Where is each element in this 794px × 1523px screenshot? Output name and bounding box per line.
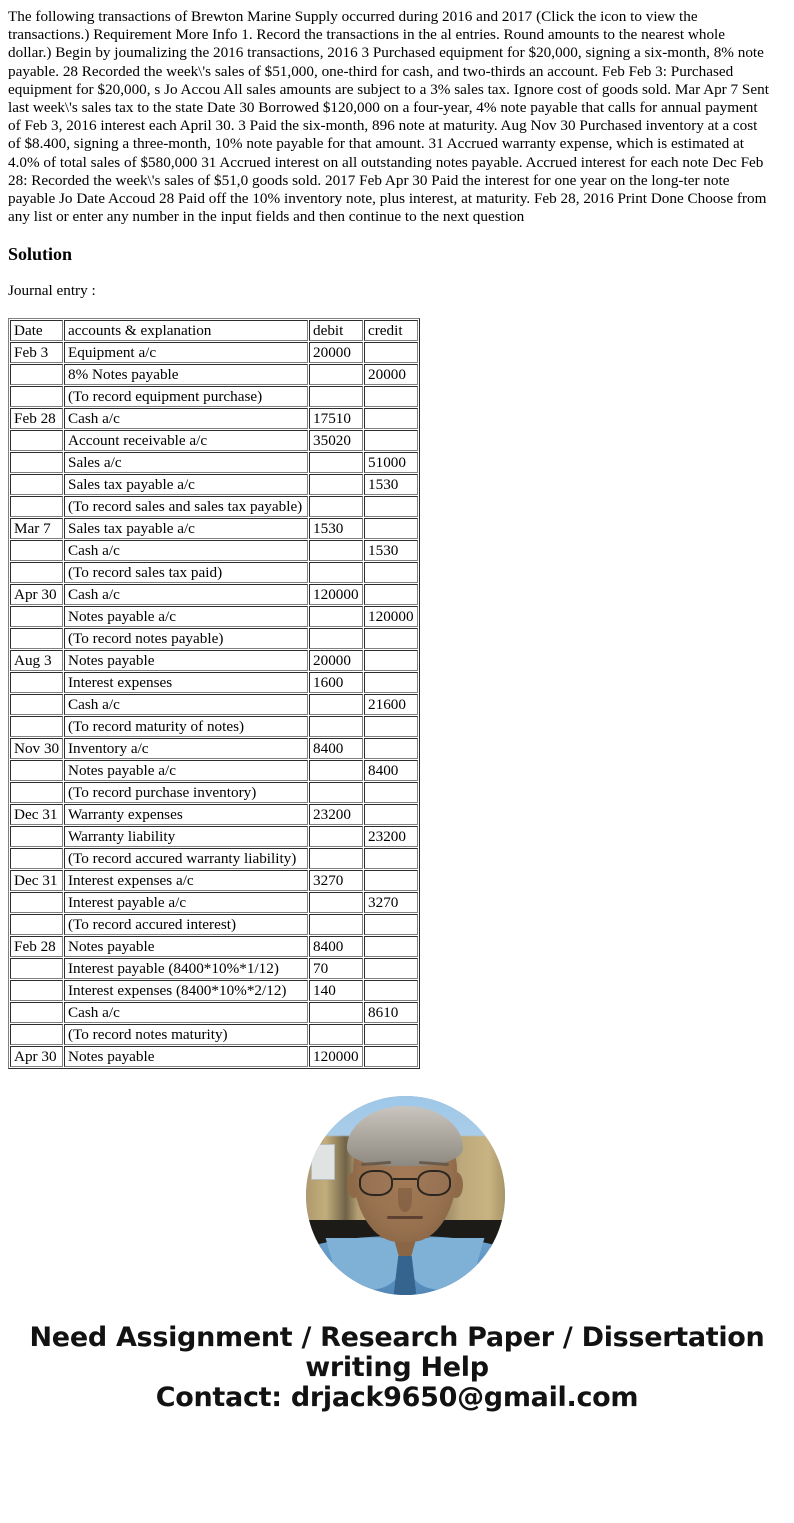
journal-entry-table: [8, 318, 420, 1069]
cell-credit: [364, 650, 418, 671]
table-row: [10, 760, 418, 781]
table-row: [10, 386, 418, 407]
table-row: [10, 540, 418, 561]
column-header-credit: credit: [364, 320, 418, 341]
cell-date: [10, 958, 63, 979]
column-header-account: accounts & explanation: [64, 320, 308, 341]
cell-credit: [364, 518, 418, 539]
cell-debit: [309, 914, 363, 935]
cell-credit: [364, 980, 418, 1001]
cell-date: [10, 716, 63, 737]
cell-date: Feb 28: [10, 408, 63, 429]
cell-date: [10, 452, 63, 473]
cell-account: Warranty liability: [64, 826, 308, 847]
table-row: [10, 628, 418, 649]
cell-date: Aug 3: [10, 650, 63, 671]
cell-credit: [364, 408, 418, 429]
cell-debit: 140: [309, 980, 363, 1001]
cell-date: [10, 1002, 63, 1023]
cell-debit: [309, 694, 363, 715]
table-row: [10, 848, 418, 869]
cell-date: Dec 31: [10, 870, 63, 891]
table-row: [10, 342, 418, 363]
cell-debit: [309, 628, 363, 649]
cell-date: Feb 3: [10, 342, 63, 363]
cell-account: Cash a/c: [64, 1002, 308, 1023]
cell-account: (To record accured interest): [64, 914, 308, 935]
avatar-eyeglass-left: [359, 1170, 393, 1196]
cell-account: (To record sales tax paid): [64, 562, 308, 583]
avatar: [306, 1096, 505, 1295]
cell-debit: [309, 782, 363, 803]
cell-credit: 3270: [364, 892, 418, 913]
cell-account: 8% Notes payable: [64, 364, 308, 385]
cell-credit: 51000: [364, 452, 418, 473]
cell-account: Cash a/c: [64, 540, 308, 561]
cell-date: [10, 562, 63, 583]
cell-credit: [364, 958, 418, 979]
cell-debit: [309, 540, 363, 561]
table-row: [10, 782, 418, 803]
cell-account: Interest payable (8400*10%*1/12): [64, 958, 308, 979]
cell-debit: 120000: [309, 1046, 363, 1067]
table-row: [10, 892, 418, 913]
cell-account: Sales tax payable a/c: [64, 474, 308, 495]
table-row: [10, 452, 418, 473]
cell-credit: [364, 804, 418, 825]
cell-account: (To record notes maturity): [64, 1024, 308, 1045]
cell-account: Notes payable: [64, 1046, 308, 1067]
cell-date: [10, 430, 63, 451]
cell-credit: 8610: [364, 1002, 418, 1023]
table-row: [10, 496, 418, 517]
cell-debit: 23200: [309, 804, 363, 825]
cell-debit: 70: [309, 958, 363, 979]
cell-credit: [364, 716, 418, 737]
cell-account: (To record maturity of notes): [64, 716, 308, 737]
cell-date: [10, 474, 63, 495]
cell-credit: [364, 342, 418, 363]
cell-date: [10, 606, 63, 627]
avatar-eyeglass-right: [417, 1170, 451, 1196]
avatar-nose: [398, 1188, 412, 1212]
cell-debit: [309, 474, 363, 495]
promo-line-2: writing Help: [305, 1352, 489, 1384]
cell-date: [10, 914, 63, 935]
table-row: [10, 738, 418, 759]
table-row: [10, 826, 418, 847]
table-row: [10, 980, 418, 1001]
cell-debit: [309, 892, 363, 913]
cell-debit: [309, 1002, 363, 1023]
cell-account: Interest expenses: [64, 672, 308, 693]
cell-credit: [364, 870, 418, 891]
cell-account: (To record sales and sales tax payable): [64, 496, 308, 517]
cell-debit: 3270: [309, 870, 363, 891]
cell-credit: [364, 430, 418, 451]
cell-credit: [364, 672, 418, 693]
table-row: [10, 650, 418, 671]
table-row: [10, 408, 418, 429]
table-row: [10, 430, 418, 451]
cell-debit: [309, 1024, 363, 1045]
cell-date: Apr 30: [10, 1046, 63, 1067]
cell-credit: [364, 936, 418, 957]
cell-account: Interest expenses (8400*10%*2/12): [64, 980, 308, 1001]
cell-debit: [309, 606, 363, 627]
cell-debit: [309, 364, 363, 385]
cell-account: (To record notes payable): [64, 628, 308, 649]
cell-debit: [309, 760, 363, 781]
cell-debit: 120000: [309, 584, 363, 605]
cell-credit: [364, 562, 418, 583]
table-row: [10, 716, 418, 737]
cell-date: Dec 31: [10, 804, 63, 825]
promo-footer: [8, 1323, 786, 1447]
column-header-debit: debit: [309, 320, 363, 341]
table-row: [10, 804, 418, 825]
cell-debit: 1600: [309, 672, 363, 693]
cell-debit: 20000: [309, 650, 363, 671]
table-row: [10, 914, 418, 935]
table-header-row: [10, 320, 418, 341]
cell-debit: 8400: [309, 936, 363, 957]
cell-account: Cash a/c: [64, 408, 308, 429]
cell-date: [10, 386, 63, 407]
cell-account: Notes payable: [64, 650, 308, 671]
cell-credit: [364, 584, 418, 605]
cell-account: Notes payable: [64, 936, 308, 957]
cell-account: Interest payable a/c: [64, 892, 308, 913]
cell-debit: [309, 716, 363, 737]
cell-account: Equipment a/c: [64, 342, 308, 363]
cell-debit: [309, 848, 363, 869]
cell-credit: [364, 386, 418, 407]
avatar-container: [8, 1096, 794, 1295]
cell-date: [10, 540, 63, 561]
cell-account: Cash a/c: [64, 694, 308, 715]
cell-account: (To record equipment purchase): [64, 386, 308, 407]
table-row: [10, 1046, 418, 1067]
cell-credit: 21600: [364, 694, 418, 715]
cell-debit: [309, 452, 363, 473]
avatar-eyeglass-bridge: [393, 1178, 417, 1180]
cell-debit: 17510: [309, 408, 363, 429]
cell-credit: 1530: [364, 474, 418, 495]
cell-date: [10, 848, 63, 869]
cell-account: Sales a/c: [64, 452, 308, 473]
cell-credit: 8400: [364, 760, 418, 781]
cell-debit: [309, 386, 363, 407]
cell-debit: [309, 496, 363, 517]
cell-account: Inventory a/c: [64, 738, 308, 759]
cell-credit: [364, 782, 418, 803]
cell-date: Nov 30: [10, 738, 63, 759]
cell-credit: [364, 1046, 418, 1067]
cell-account: (To record accured warranty liability): [64, 848, 308, 869]
cell-debit: 8400: [309, 738, 363, 759]
table-row: [10, 606, 418, 627]
cell-date: Mar 7: [10, 518, 63, 539]
table-row: [10, 672, 418, 693]
table-row: [10, 958, 418, 979]
cell-account: Account receivable a/c: [64, 430, 308, 451]
cell-date: [10, 980, 63, 1001]
cell-credit: 1530: [364, 540, 418, 561]
cell-credit: [364, 914, 418, 935]
cell-credit: [364, 848, 418, 869]
cell-date: [10, 892, 63, 913]
cell-credit: [364, 496, 418, 517]
table-row: [10, 1002, 418, 1023]
column-header-date: Date: [10, 320, 63, 341]
cell-debit: [309, 562, 363, 583]
cell-debit: [309, 826, 363, 847]
cell-date: Feb 28: [10, 936, 63, 957]
cell-account: Warranty expenses: [64, 804, 308, 825]
cell-date: [10, 782, 63, 803]
cell-credit: [364, 1024, 418, 1045]
cell-account: Sales tax payable a/c: [64, 518, 308, 539]
problem-statement-paragraph: The following transactions of Brewton Marine Supply occurred during 2016 and 2017 (Click the icon to view the transactions.) Requirement More Info 1. Record the transactions in the al entries. Round amounts to the nearest whole dollar.) Begin by joumalizing the 2016 transactions, 2016 3 Purchased equipment for $20,000, signing a six-month, 8% note payable. 28 Recorded the week\'s sales of $51,000, one-third for cash, and two-thirds an account. Feb Feb 3: Purchased equipment for $20,000, s Jo Accou All sales amounts are subject to a 3% sales tax. Ignore cost of goods sold. Mar Apr 7 Sent last week\'s sales tax to the state Date 30 Borrowed $120,000 on a four-year, 4% note payable that calls for annual payment of Feb 3, 2016 interest each April 30. 3 Paid the six-month, 896 note at maturity. Aug Nov 30 Purchased inventory at a cost of $8.400, signing a three-month, 10% note payable for that amount. 31 Accrued warranty expense, which is estimated at 4.0% of total sales of $580,000 31 Accrued interest on all outstanding notes payable. Accrued interest for each note Dec Feb 28: Recorded the week\'s sales of $51,0 goods sold. 2017 Feb Apr 30 Paid the interest for one year on the long-ter note payable Jo Date Accoud 28 Paid off the 10% inventory note, plus interest, at maturity. Feb 28, 2016 Print Done Choose from any list or enter any number in the input fields and then continue to the next question: [8, 8, 769, 226]
table-row: [10, 562, 418, 583]
cell-debit: 35020: [309, 430, 363, 451]
table-row: [10, 518, 418, 539]
table-row: [10, 1024, 418, 1045]
cell-credit: 23200: [364, 826, 418, 847]
avatar-background-panel: [311, 1144, 335, 1180]
cell-account: Notes payable a/c: [64, 606, 308, 627]
cell-debit: 1530: [309, 518, 363, 539]
avatar-mouth: [387, 1216, 423, 1219]
table-row: [10, 936, 418, 957]
cell-date: [10, 496, 63, 517]
table-row: [10, 364, 418, 385]
table-row: [10, 694, 418, 715]
table-row: [10, 584, 418, 605]
cell-date: [10, 760, 63, 781]
cell-debit: 20000: [309, 342, 363, 363]
promo-line-1: Need Assignment / Research Paper / Dissertation: [29, 1322, 765, 1354]
promo-contact-line: Contact: drjack9650@gmail.com: [155, 1382, 639, 1414]
solution-heading: Solution: [8, 244, 73, 265]
cell-date: [10, 672, 63, 693]
cell-date: [10, 628, 63, 649]
cell-date: [10, 694, 63, 715]
cell-date: Apr 30: [10, 584, 63, 605]
cell-account: Notes payable a/c: [64, 760, 308, 781]
cell-credit: [364, 628, 418, 649]
cell-date: [10, 1024, 63, 1045]
cell-date: [10, 364, 63, 385]
cell-account: Interest expenses a/c: [64, 870, 308, 891]
journal-entry-label: Journal entry :: [8, 282, 96, 300]
table-row: [10, 474, 418, 495]
cell-credit: 120000: [364, 606, 418, 627]
cell-credit: [364, 738, 418, 759]
cell-account: (To record purchase inventory): [64, 782, 308, 803]
cell-account: Cash a/c: [64, 584, 308, 605]
cell-credit: 20000: [364, 364, 418, 385]
cell-date: [10, 826, 63, 847]
table-row: [10, 870, 418, 891]
